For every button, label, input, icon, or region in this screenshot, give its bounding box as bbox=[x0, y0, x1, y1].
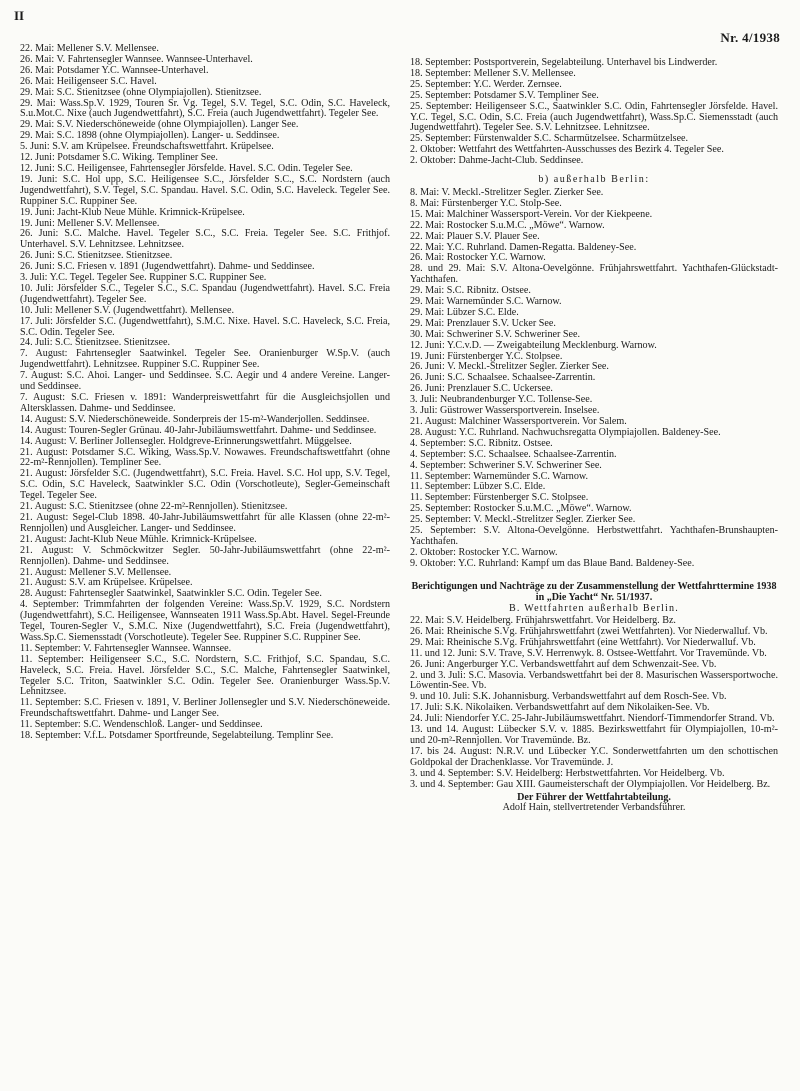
section-heading-outside-berlin: b) außerhalb Berlin: bbox=[538, 174, 650, 186]
schedule-entry: 25. September: V. Meckl.-Strelitzer Segler. Zierker See. bbox=[410, 514, 636, 526]
schedule-entry: 26. Juni: Prenzlauer S.C. Uckersee. bbox=[410, 383, 553, 395]
schedule-entry: 9. und 10. Juli: S.K. Johannisburg. Verbandswettfahrt auf dem Rosch-See. Vb. bbox=[410, 691, 727, 703]
schedule-entry: 21. August: Potsdamer S.C. Wiking, Wass.Sp.V. Nowawes. Freundschaftswettfahrt (ohne 22-m²-Rennjollen). Templiner See. bbox=[20, 446, 390, 469]
schedule-entry: 4. September: S.C. Ribnitz. Ostsee. bbox=[410, 437, 553, 449]
schedule-entry: 12. Juni: S.C. Heiligensee, Fahrtensegler Jörsfelde. Havel. S.C. Odin. Tegeler See. bbox=[20, 162, 353, 174]
corrections-entries bbox=[410, 616, 778, 791]
schedule-entry: 29. Mai: Prenzlauer S.V. Ucker See. bbox=[410, 317, 556, 329]
schedule-entry: 19. Juni: Jacht-Klub Neue Mühle. Krimnick-Krüpelsee. bbox=[20, 206, 245, 218]
schedule-entry: 14. August: Touren-Segler Grünau. 40-Jahr-Jubiläumswettfahrt. Dahme- und Seddinsee. bbox=[20, 424, 377, 436]
schedule-entry: 8. Mai: V. Meckl.-Strelitzer Segler. Zierker See. bbox=[410, 186, 604, 198]
schedule-entry: 26. Mai: Heiligenseer S.C. Havel. bbox=[20, 75, 157, 87]
schedule-entry: 22. Mai: Y.C. Ruhrland. Damen-Regatta. Baldeney-See. bbox=[410, 241, 637, 253]
schedule-entry: 21. August: V. Schmöckwitzer Segler. 50-Jahr-Jubiläumswettfahrt (ohne 22-m²-Rennjollen). Dahme- und Seddinsee. bbox=[20, 544, 390, 567]
schedule-entry: 18. September: Mellener S.V. Mellensee. bbox=[410, 67, 576, 79]
schedule-entry: 22. Mai: Rostocker S.u.M.C. „Möwe“. Warnow. bbox=[410, 219, 605, 231]
schedule-entry: 29. Mai: S.V. Niederschöneweide (ohne Olympiajollen). Langer See. bbox=[20, 119, 299, 131]
schedule-entry: 29. Mai: S.C. Ribnitz. Ostsee. bbox=[410, 285, 531, 297]
schedule-entry: 3. und 4. September: Gau XIII. Gaumeisterschaft der Olympiajollen. Vor Heidelberg. Bz. bbox=[410, 778, 771, 790]
schedule-entry: 12. Juni: Potsdamer S.C. Wiking. Templiner See. bbox=[20, 152, 218, 164]
schedule-entry: 25. September: S.V. Altona-Oevelgönne. Herbstwettfahrt. Yachthafen-Brunshaupten-Yachthafen. bbox=[410, 525, 778, 547]
schedule-entry: 21. August: S.V. am Krüpelsee. Krüpelsee. bbox=[20, 577, 193, 589]
schedule-entry: 15. Mai: Malchiner Wassersport-Verein. Vor der Kiekpeene. bbox=[410, 208, 653, 220]
schedule-entry: 28. August: Y.C. Ruhrland. Nachwuchsregatta Olympiajollen. Baldeney-See. bbox=[410, 426, 721, 438]
schedule-entry: 11. September: S.C. Wendenschloß. Langer- und Seddinsee. bbox=[20, 719, 263, 731]
schedule-entry: 11. September: Fürstenberger S.C. Stolpsee. bbox=[410, 492, 589, 504]
schedule-entry: 8. Mai: Fürstenberger Y.C. Stolp-See. bbox=[410, 197, 562, 209]
schedule-entry: 21. August: Jörsfelder S.C. (Jugendwettfahrt), S.C. Freia. Havel. S.C. Hol upp, S.V. Tegel, S.C. Odin, S.C Haveleck, Saatwinkler S.C. Odin (Vorschotleute), Segler-Gemeinschaft Tegel. Tegeler See. bbox=[20, 468, 390, 502]
schedule-entry: 7. August: S.C. Ahoi. Langer- und Seddinsee. S.C. Aegir und 4 andere Vereine. Langer- und Seddinsee. bbox=[20, 370, 390, 393]
schedule-entry: 28. und 29. Mai: S.V. Altona-Oevelgönne. Frühjahrswettfahrt. Yachthafen-Glückstadt-Yachthafen. bbox=[410, 263, 778, 286]
schedule-entry: 18. September: V.f.L. Potsdamer Sportfreunde, Segelabteilung. Templinr See. bbox=[20, 730, 334, 742]
schedule-entry: 29. Mai: Lübzer S.C. Elde. bbox=[410, 306, 519, 318]
left-column bbox=[20, 44, 390, 742]
schedule-entry: 22. Mai: S.V. Heidelberg. Frühjahrswettfahrt. Vor Heidelberg. Bz. bbox=[410, 615, 676, 626]
schedule-entry: 21. August: S.C. Stienitzsee (ohne 22-m²-Rennjollen). Stienitzsee. bbox=[20, 501, 288, 513]
schedule-entry: 25. September: Fürstenwalder S.C. Scharmützelsee. Scharmützelsee. bbox=[410, 133, 689, 145]
schedule-entry: 21. August: Mellener S.V. Mellensee. bbox=[20, 566, 172, 578]
schedule-entry: 26. Juni: V. Meckl.-Strelitzer Segler. Zierker See. bbox=[410, 361, 609, 373]
schedule-entry: 19. Juni: S.C. Hol upp, S.C. Heiligensee S.C., Jörsfelder S.C., S.C. Nordstern (auch Jugendwettfahrt), S.V. Tegel, S.C. Spandau. Havel. S.C. Odin, S.C. Haveleck. Tegeler See. Ruppiner S.C. Ruppiner See. bbox=[20, 173, 390, 207]
schedule-entry: 4. September: Schweriner S.V. Schweriner See. bbox=[410, 459, 602, 471]
schedule-entry: 19. Juni: Mellener S.V. Mellensee. bbox=[20, 217, 160, 229]
schedule-entry: 22. Mai: Plauer S.V. Plauer See. bbox=[410, 230, 540, 242]
schedule-entry: 11. und 12. Juni: S.V. Trave, S.V. Herrenwyk. 8. Ostsee-Wettfahrt. Vor Travemünde. Vb. bbox=[410, 647, 767, 659]
schedule-entry: 29. Mai: Wass.Sp.V. 1929, Touren Sr. Vg. Tegel, S.V. Tegel, S.C. Odin, S.C. Haveleck, S.u.Mot.C. Nixe (auch Jugendwettfahrt), S.C. Freia (auch Jugendwettfahrt). Tegeler See. bbox=[20, 97, 390, 120]
schedule-entry: 24. Juli: Niendorfer Y.C. 25-Jahr-Jubiläumswettfahrt. Niendorf-Timmendorfer Strand. Vb. bbox=[410, 713, 775, 725]
schedule-entry: 3. und 4. September: S.V. Heidelberg: Herbstwettfahrten. Vor Heidelberg. Vb. bbox=[410, 767, 725, 779]
schedule-entry: 10. Juli: Mellener S.V. (Jugendwettfahrt). Mellensee. bbox=[20, 304, 234, 316]
schedule-entry: 17. bis 24. August: N.R.V. und Lübecker Y.C. Sonderwettfahrten um den schottischen Goldpokal der Drachenklasse. Vor Travemünde. J. bbox=[410, 745, 778, 768]
schedule-entry: 25. September: Y.C. Werder. Zernsee. bbox=[410, 78, 562, 90]
corrections-title: Berichtigungen und Nachträge zu der Zusammenstellung der Wettfahrttermine 1938 in „Die Yacht“ Nr. 51/1937. bbox=[411, 580, 777, 603]
schedule-entry: 11. September: Heiligenseer S.C., S.C. Nordstern, S.C. Frithjof, S.C. Spandau, S.C. Haveleck, S.C. Freia. Havel. Jörsfelder S.C., S.C. Malche, Fahrtensegler Saatwinkel, Tegeler S.C. Triton, Saatwinkler S.C. Odin. Tegeler See. Oranienburger Wass.Sp.V. Lehnitzsee. bbox=[20, 653, 390, 698]
schedule-entry: 26. Mai: Rostocker Y.C. Warnow. bbox=[410, 252, 546, 264]
signature-title: Der Führer der Wettfahrtabteilung. bbox=[517, 791, 671, 803]
schedule-entry: 9. Oktober: Y.C. Ruhrland: Kampf um das Blaue Band. Baldeney-See. bbox=[410, 557, 695, 569]
schedule-entry: 21. August: Malchiner Wassersportverein. Vor Salem. bbox=[410, 416, 627, 427]
issue-number: Nr. 4/1938 bbox=[720, 30, 780, 45]
schedule-entry: 26. Mai: Potsdamer Y.C. Wannsee-Unterhavel. bbox=[20, 64, 209, 76]
schedule-entry: 29. Mai: Warnemünder S.C. Warnow. bbox=[410, 296, 562, 308]
schedule-entry: 25. September: Heiligenseer S.C., Saatwinkler S.C. Odin, Fahrtensegler Jörsfelde. Havel. Y.C. Tegel, S.C. Odin, S.C. Freia (auch Jugendwettfahrt), Wass.Sp.C. Siemensstadt (auch Jugendwettfahrt). Tegeler See. S.V. Lehnitzsee. Lehnitzsee. bbox=[410, 100, 778, 134]
schedule-entry: 2. Oktober: Dahme-Jacht-Club. Seddinsee. bbox=[410, 155, 584, 167]
schedule-entry: 4. September: S.C. Schaalsee. Schaalsee-Zarrentin. bbox=[410, 448, 617, 460]
schedule-entry: 2. und 3. Juli: S.C. Masovia. Verbandswettfahrt bei der 8. Masurischen Wassersportwoche. Löwentin-See. Vb. bbox=[410, 669, 778, 692]
schedule-entry: 3. Juli: Y.C. Tegel. Tegeler See. Ruppiner S.C. Ruppiner See. bbox=[20, 272, 267, 284]
schedule-entry: 7. August: Fahrtensegler Saatwinkel. Tegeler See. Oranienburger W.Sp.V. (auch Jugendwettfahrt). Lehnitzsee. Ruppiner S.C. Ruppiner See. bbox=[20, 348, 390, 371]
schedule-entry: 29. Mai: Rheinische S.Vg. Frühjahrswettfahrt (eine Wettfahrt). Vor Niederwalluf. Vb. bbox=[410, 636, 756, 648]
schedule-entry: 21. August: Segel-Club 1898. 40-Jahr-Jubiläumswettfahrt für alle Klassen (ohne 22-m²-Rennjollen) und Ausgleicher. Langer- und Seddinsee. bbox=[20, 511, 390, 534]
berlin-entries-continued bbox=[410, 58, 778, 167]
signature-name: Adolf Hain, stellvertretender Verbandsführer. bbox=[502, 802, 686, 814]
schedule-entry: 26. Juni: Angerburger Y.C. Verbandswettfahrt auf dem Schwenzait-See. Vb. bbox=[410, 658, 717, 670]
schedule-entry: 26. Mai: Rheinische S.Vg. Frühjahrswettfahrt (zwei Wettfahrten). Vor Niederwalluf. Vb. bbox=[410, 625, 768, 637]
corrections-subtitle: B. Wettfahrten außerhalb Berlin. bbox=[509, 603, 679, 615]
schedule-entry: 3. Juli: Güstrower Wassersportverein. Inselsee. bbox=[410, 405, 600, 417]
schedule-entry: 25. September: Potsdamer S.V. Templiner See. bbox=[410, 89, 599, 101]
right-column bbox=[410, 58, 778, 814]
schedule-entry: 11. September: S.C. Friesen v. 1891, V. Berliner Jollensegler und S.V. Niederschöneweide. Freundschaftswettfahrt. Dahme- und Langer See. bbox=[20, 697, 390, 720]
schedule-entry: 21. August: Jacht-Klub Neue Mühle. Krimnick-Krüpelsee. bbox=[20, 533, 257, 545]
schedule-entry: 29. Mai: S.C. 1898 (ohne Olympiajollen). Langer- u. Seddinsee. bbox=[20, 130, 280, 142]
schedule-entry: 25. September: Rostocker S.u.M.C. „Möwe“. Warnow. bbox=[410, 503, 632, 515]
schedule-entry: 18. September: Postsportverein, Segelabteilung. Unterhavel bis Lindwerder. bbox=[410, 57, 718, 68]
schedule-entry: 14. August: S.V. Niederschöneweide. Sonderpreis der 15-m²-Wanderjollen. Seddinsee. bbox=[20, 413, 370, 425]
schedule-entry: 17. Juli: Jörsfelder S.C. (Jugendwettfahrt), S.M.C. Nixe. Havel. S.C. Haveleck, S.C. Freia, S.C. Odin. Tegeler See. bbox=[20, 315, 390, 338]
schedule-entry: 26. Juni: S.C. Schaalsee. Schaalsee-Zarrentin. bbox=[410, 372, 596, 384]
schedule-entry: 19. Juni: Fürstenberger Y.C. Stolpsee. bbox=[410, 350, 563, 362]
schedule-entry: 11. September: Lübzer S.C. Elde. bbox=[410, 481, 546, 493]
schedule-entry: 30. Mai: Schweriner S.V. Schweriner See. bbox=[410, 328, 580, 340]
schedule-entry: 26. Juni: S.C. Malche. Havel. Tegeler S.C., S.C. Freia. Tegeler See. S.C. Frithjof. Unterhavel. S.V. Lehnitzsee. Lehnitzsee. bbox=[20, 228, 390, 251]
schedule-entry: 4. September: Trimmfahrten der folgenden Vereine: Wass.Sp.V. 1929, S.C. Nordstern (Jugendwettfahrt), S.C. Heiligensee, Wannseaten 1911 Wass.Sp.Abt. Havel. Segel-Freunde Tegel, Touren-Segler V., S.M.C. Nixe (Jugendwettfahrt), S.C. Freia (Jugendwettfahrt), Wass.Sp.C. Siemensstadt (Vorschotleute). Tegeler See. Ruppiner S.C. Ruppiner See. bbox=[20, 599, 390, 643]
schedule-entry: 26. Juni: S.C. Stienitzsee. Stienitzsee. bbox=[20, 250, 173, 262]
schedule-entry: 12. Juni: Y.C.v.D. — Zweigabteilung Mecklenburg. Warnow. bbox=[410, 339, 657, 351]
schedule-entry: 10. Juli: Jörsfelder S.C., Tegeler S.C., S.C. Spandau (Jugendwettfahrt). Havel. S.C. Freia (Jugendwettfahrt). Tegeler See. bbox=[20, 282, 390, 305]
schedule-entry: 26. Juni: S.C. Friesen v. 1891 (Jugendwettfahrt). Dahme- und Seddinsee. bbox=[20, 261, 315, 273]
schedule-entry: 17. Juli: S.K. Nikolaiken. Verbandswettfahrt auf dem Nikolaiken-See. Vb. bbox=[410, 702, 710, 714]
schedule-entry: 14. August: V. Berliner Jollensegler. Holdgreve-Erinnerungswettfahrt. Müggelsee. bbox=[20, 435, 352, 447]
schedule-entry: 2. Oktober: Rostocker Y.C. Warnow. bbox=[410, 546, 558, 558]
schedule-entry: 7. August: S.C. Friesen v. 1891: Wanderpreiswettfahrt für die Ausgleichsjollen und Altersklassen. Dahme- und Seddinsee. bbox=[20, 392, 390, 414]
schedule-entry: 22. Mai: Mellener S.V. Mellensee. bbox=[20, 43, 159, 54]
schedule-entry: 28. August: Fahrtensegler Saatwinkel, Saatwinkler S.C. Odin. Tegeler See. bbox=[20, 588, 322, 600]
schedule-entry: 2. Oktober: Wettfahrt des Wettfahrten-Ausschusses des Bezirk 4. Tegeler See. bbox=[410, 144, 724, 156]
schedule-entry: 11. September: V. Fahrtensegler Wannsee. Wannsee. bbox=[20, 642, 232, 654]
schedule-entry: 5. Juni: S.V. am Krüpelsee. Freundschaftswettfahrt. Krüpelsee. bbox=[20, 141, 274, 153]
page-number: II bbox=[14, 8, 25, 23]
schedule-entry: 13. und 14. August: Lübecker S.V. v. 1885. Bezirkswettfahrt für Olympiajollen, 10-m²- und 20-m²-Rennjollen. Vor Travemünde. Bz. bbox=[410, 724, 778, 746]
schedule-entry: 26. Mai: V. Fahrtensegler Wannsee. Wannsee-Unterhavel. bbox=[20, 53, 253, 65]
schedule-entry: 11. September: Warnemünder S.C. Warnow. bbox=[410, 470, 589, 482]
outside-berlin-entries bbox=[410, 188, 778, 570]
schedule-entry: 24. Juli: S.C. Stienitzsee. Stienitzsee. bbox=[20, 337, 170, 349]
schedule-entry: 3. Juli: Neubrandenburger Y.C. Tollense-See. bbox=[410, 394, 593, 406]
schedule-entry: 29. Mai: S.C. Stienitzsee (ohne Olympiajollen). Stienitzsee. bbox=[20, 86, 262, 98]
